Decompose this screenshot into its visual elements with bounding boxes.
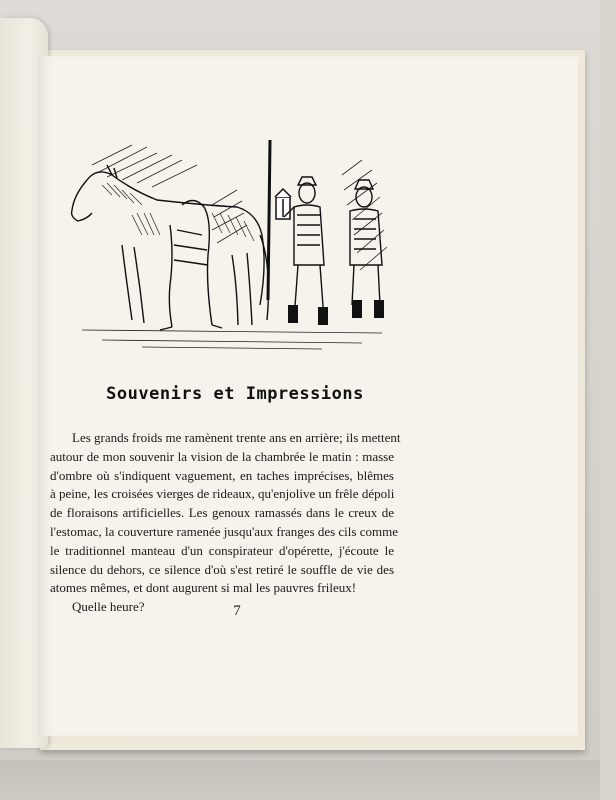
- stable-illustration: [62, 135, 397, 360]
- first-paragraph: [50, 429, 401, 598]
- text-line: autour de mon souvenir la vision de la chambrée le matin : masse: [50, 448, 394, 464]
- text-line: le traditionnel manteau d'un conspirateur d'opérette, j'écoute le: [50, 542, 394, 558]
- groom-figure: [160, 200, 222, 330]
- text-line: Les grands froids me ramènent trente ans en arrière; ils mettent: [72, 430, 401, 445]
- ground-hatching: [82, 330, 382, 349]
- text-line: d'ombre où s'indiquent vaguement, en taches imprécises, blêmes: [50, 467, 394, 483]
- page-number: 7: [233, 603, 241, 619]
- lantern: [275, 189, 291, 219]
- text-line: de floraisons artificielles. Les genoux ramassés dans le creux de: [50, 505, 394, 521]
- table-shadow: [0, 760, 600, 800]
- second-soldier: [350, 180, 382, 305]
- text-line: l'estomac, la couverture ramenée jusqu'aux franges des cils comme: [50, 523, 398, 539]
- show-through-letter: L: [586, 356, 607, 393]
- soldier-boots: [288, 300, 384, 325]
- second-paragraph: Quelle heure?: [72, 599, 145, 615]
- text-line: silence du dehors, ce silence d'où s'est retiré le souffle de vie des: [50, 561, 394, 577]
- chapter-title: Souvenirs et Impressions: [106, 384, 364, 404]
- horse-shading: [102, 183, 254, 241]
- text-line: à peine, les croisées vierges de rideaux, qu'enjolive un frêle dépoli: [50, 486, 395, 502]
- body-text: [50, 429, 401, 617]
- text-line: atomes mêmes, et dont augurent si mal les pauvres frileux!: [50, 580, 357, 596]
